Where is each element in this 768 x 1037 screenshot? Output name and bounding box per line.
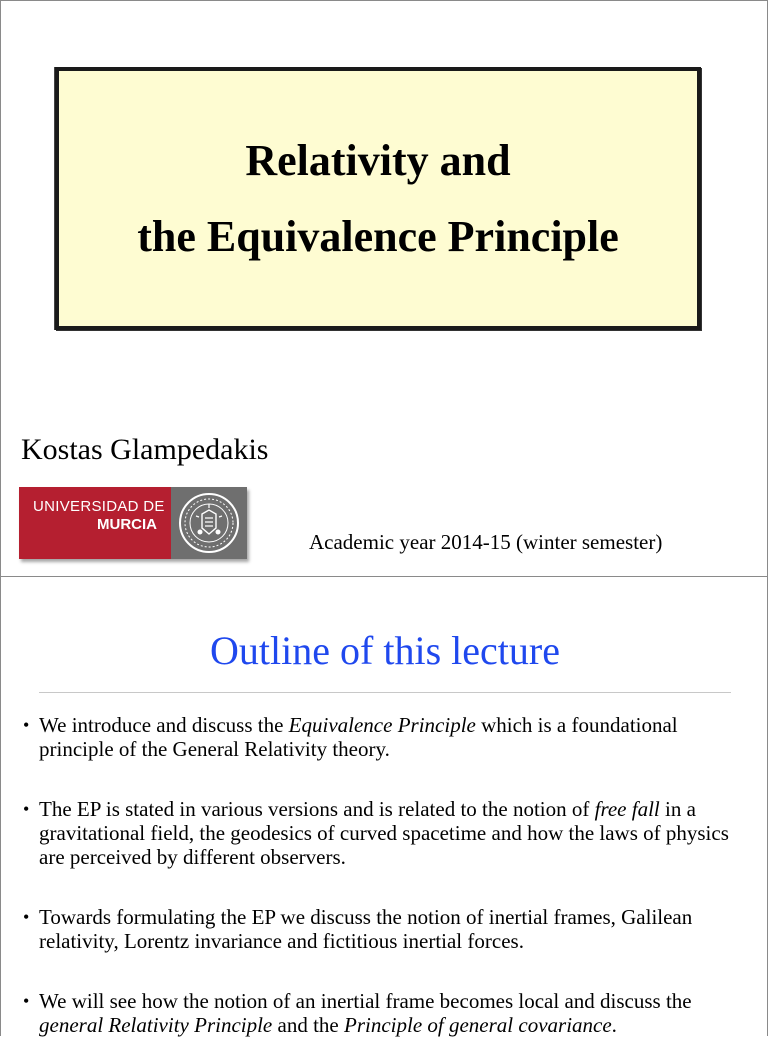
bullet-text: We introduce and discuss the Equivalence Principle which is a foundational principle of the General Relativity theory.: [39, 713, 678, 761]
bullet-dot-icon: •: [23, 907, 30, 927]
title-line-1: Relativity and: [245, 135, 511, 185]
title-line-2: the Equivalence Principle: [137, 211, 619, 261]
author-name: Kostas Glampedakis: [21, 433, 269, 466]
outline-slide: [0, 576, 768, 1036]
bullet-item: [23, 713, 753, 761]
academic-year: Academic year 2014-15 (winter semester): [309, 530, 663, 554]
bullet-item: [23, 989, 753, 1037]
bullet-text: The EP is stated in various versions and is related to the notion of free fall in a gravitational field, the geodesics of curved spacetime and how the laws of physics are perceived by different observers.: [39, 797, 729, 869]
university-logo: [19, 487, 247, 559]
university-seal-icon: [171, 487, 247, 559]
outline-heading: Outline of this lecture: [210, 628, 560, 673]
bullet-text: Towards formulating the EP we discuss the notion of inertial frames, Galilean relativity, Lorentz invariance and fictitious inertial forces.: [39, 905, 693, 953]
bullet-text: We will see how the notion of an inertial frame becomes local and discuss the general Relativity Principle and the Principle of general covariance.: [39, 989, 692, 1037]
logo-wordmark: [19, 487, 171, 559]
bullet-item: [23, 797, 753, 869]
title-box: [55, 67, 701, 330]
bullet-dot-icon: •: [23, 799, 30, 819]
heading-divider: [39, 692, 731, 693]
logo-line-2: MURCIA: [97, 516, 157, 533]
bullet-item: [23, 905, 753, 953]
bullet-dot-icon: •: [23, 715, 30, 735]
logo-line-1: UNIVERSIDAD DE: [33, 498, 165, 515]
bullet-dot-icon: •: [23, 991, 30, 1011]
